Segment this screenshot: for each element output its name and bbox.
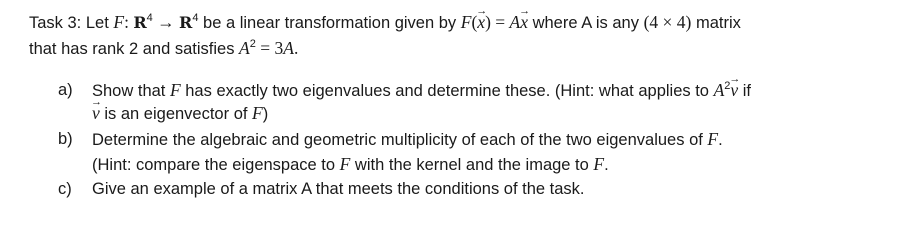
item-b-label: b) bbox=[58, 130, 73, 148]
vector-x: → x bbox=[477, 12, 485, 32]
vector-x: → x bbox=[520, 12, 528, 32]
vector-v: → v bbox=[730, 80, 738, 100]
item-c-text: Give an example of a matrix A that meets the conditions of the task. bbox=[92, 180, 585, 198]
vector-v: → v bbox=[92, 103, 100, 123]
task-statement-line-1: Task 3: Let F: $R^4 \to R^4$ be a linear transformation given by F(→ x) = A→ x where A is any (4 × 4) matrix bbox=[29, 12, 741, 33]
item-b-line-2: (Hint: compare the eigenspace to F with the kernel and the image to F. bbox=[92, 154, 609, 174]
item-c-label: c) bbox=[58, 180, 72, 198]
task-statement-line-2: that has rank 2 and satisfies $A^2 = 3A$. bbox=[29, 38, 299, 58]
item-a-line-1: Show that F has exactly two eigenvalues and determine these. (Hint: what applies to $A^2\to v$ if bbox=[92, 80, 751, 101]
item-b-line-1: Determine the algebraic and geometric multiplicity of each of the two eigenvalues of F. bbox=[92, 129, 723, 149]
item-a-label: a) bbox=[58, 81, 73, 99]
item-a-line-2: → v is an eigenvector of F) bbox=[92, 103, 268, 124]
